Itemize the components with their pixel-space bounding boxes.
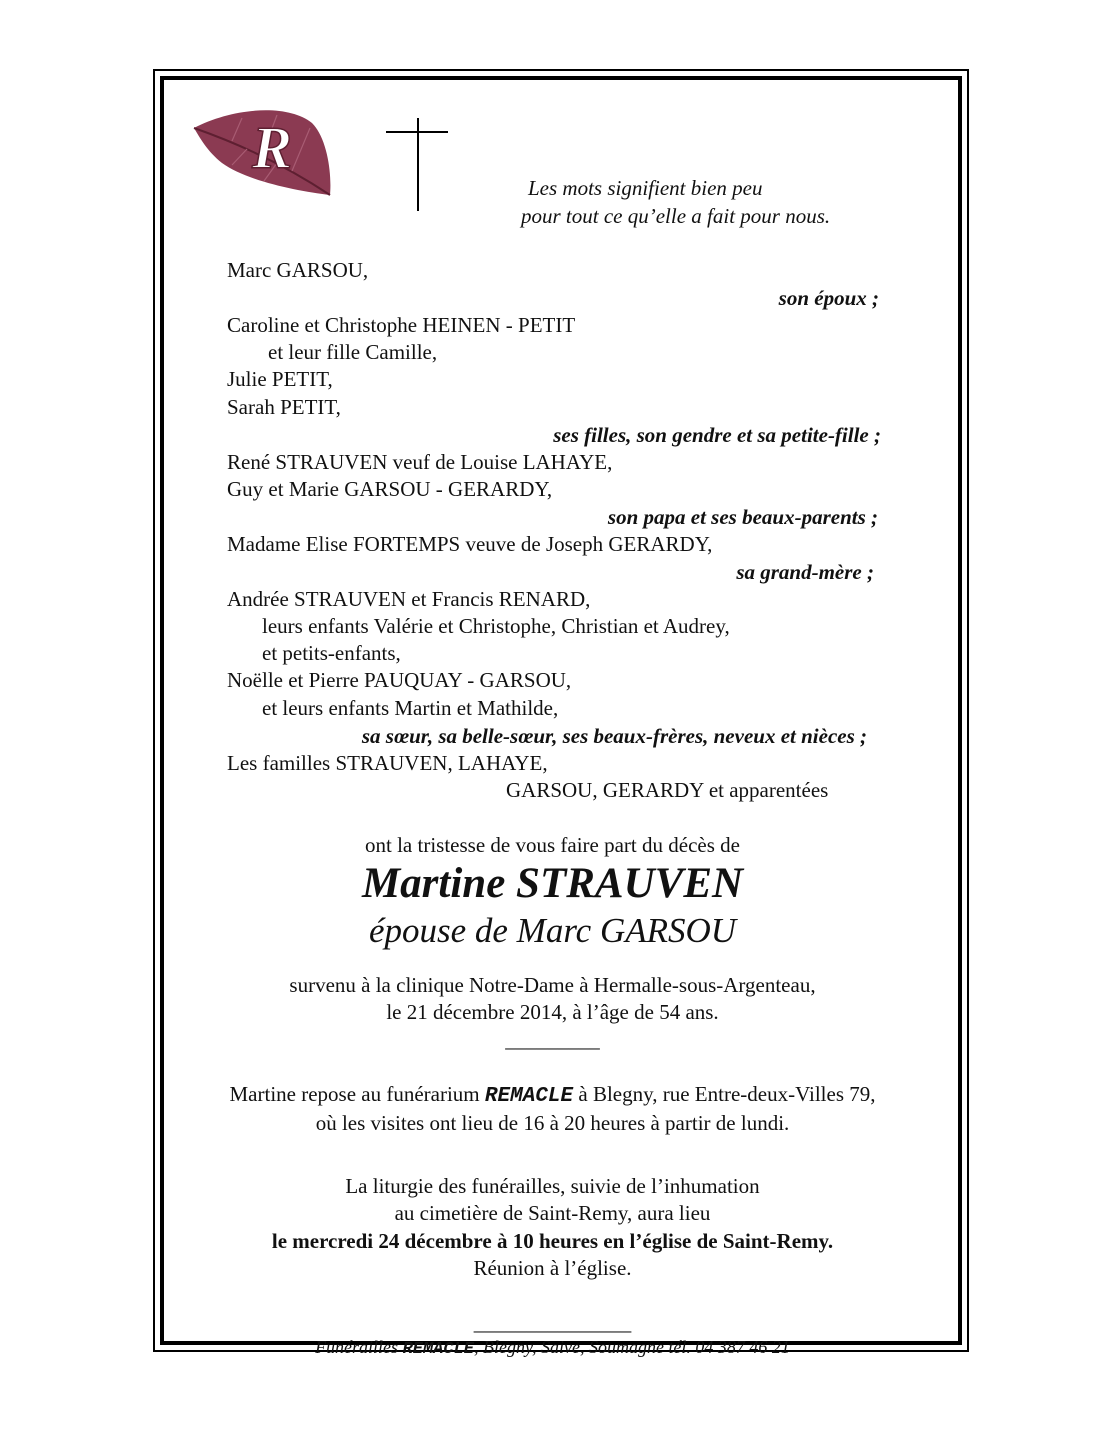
funeral-line-4: Réunion à l’église. — [473, 1256, 632, 1280]
family-sarah: Sarah PETIT, — [227, 395, 341, 419]
epigraph-line-1: Les mots signifient bien peu — [528, 176, 763, 200]
role-papa: son papa et ses beaux-parents ; — [607, 505, 878, 529]
role-filles: ses filles, son gendre et sa petite-fille ; — [553, 423, 881, 447]
family-enfants-1: leurs enfants Valérie et Christophe, Christian et Audrey, — [262, 614, 730, 638]
death-place: survenu à la clinique Notre-Dame à Hermalle-sous-Argenteau, — [289, 973, 816, 997]
announcement-intro: ont la tristesse de vous faire part du décès de — [365, 833, 740, 857]
footer-line — [160, 1338, 945, 1358]
deceased-name: Martine STRAUVEN — [361, 860, 744, 907]
family-caroline: Caroline et Christophe HEINEN - PETIT — [227, 313, 576, 337]
family-enfants-2: et leurs enfants Martin et Mathilde, — [262, 696, 559, 720]
deceased-spouse: épouse de Marc GARSOU — [368, 911, 737, 950]
death-date: le 21 décembre 2014, à l’âge de 54 ans. — [386, 1000, 719, 1024]
family-noelle: Noëlle et Pierre PAUQUAY - GARSOU, — [227, 668, 572, 692]
visit-text-after: à Blegny, rue Entre-deux-Villes 79, — [573, 1082, 876, 1106]
separator-2: _______________ — [473, 1311, 632, 1335]
family-andree: Andrée STRAUVEN et Francis RENARD, — [227, 587, 591, 611]
role-epoux: son époux ; — [778, 286, 879, 310]
family-familles-1: Les familles STRAUVEN, LAHAYE, — [227, 751, 548, 775]
family-marc: Marc GARSOU, — [227, 258, 369, 282]
separator-1: _________ — [505, 1028, 600, 1052]
family-elise: Madame Elise FORTEMPS veuve de Joseph GERARDY, — [227, 532, 713, 556]
funeral-line-3: le mercredi 24 décembre à 10 heures en l’église de Saint-Remy. — [271, 1229, 834, 1253]
footer-text-after: , Blegny, Saive, Soumagne tél. 04 387 46 21 — [473, 1337, 790, 1357]
family-familles-2: GARSOU, GERARDY et apparentées — [506, 778, 829, 802]
role-soeur: sa sœur, sa belle-sœur, ses beaux-frères, neveux et nièces ; — [361, 724, 867, 748]
family-camille: et leur fille Camille, — [268, 340, 438, 364]
footer-brand: REMACLE — [402, 1340, 474, 1359]
funeral-line-2: au cimetière de Saint-Remy, aura lieu — [394, 1201, 711, 1225]
cross-icon — [386, 118, 450, 212]
funeral-line-1: La liturgie des funérailles, suivie de l’inhumation — [345, 1174, 760, 1198]
logo-letter: R — [252, 115, 293, 181]
family-petits-enfants: et petits-enfants, — [262, 641, 401, 665]
role-grandmere: sa grand-mère ; — [736, 560, 874, 584]
family-rene: René STRAUVEN veuf de Louise LAHAYE, — [227, 450, 613, 474]
visit-line-1 — [145, 1084, 960, 1107]
family-julie: Julie PETIT, — [227, 367, 333, 391]
visit-line-2: où les visites ont lieu de 16 à 20 heures à partir de lundi. — [315, 1111, 790, 1135]
visit-text-before: Martine repose au funérarium — [229, 1082, 485, 1106]
footer-text-before: Funérailles — [315, 1337, 403, 1357]
visit-brand: REMACLE — [484, 1085, 574, 1108]
epigraph-line-2: pour tout ce qu’elle a fait pour nous. — [521, 204, 831, 228]
family-guy: Guy et Marie GARSOU - GERARDY, — [227, 477, 553, 501]
remacle-leaf-logo-icon — [192, 103, 337, 198]
